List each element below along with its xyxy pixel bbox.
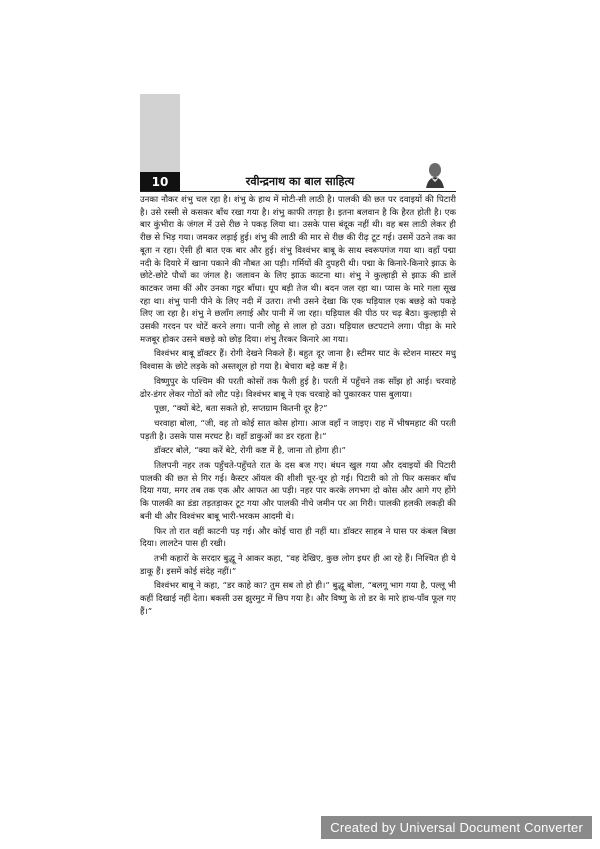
- paragraph: तिलपनी नहर तक पहुँचते-पहुँचते रात के दस बज गए। बंधन खुल गया और दवाइयों की पिटारी पालकी की छत से गिर गई। कैस्टर ऑयल की शीशी चूर-चूर हो गई। पिटारी को तो फिर कसकर बाँध दिया गया, मगर तब तक एक और आफत आ पड़ी। नहर पार करके लगभग दो कोस और आगे गए होंगे कि पालकी का डंडा तड़तड़ाकर टूट गया और पालकी नीचे जमीन पर आ गिरी। पालकी हलकी लकड़ी की बनी थी और विश्वंभर बाबू भारी-भरकम आदमी थे।: [140, 461, 456, 522]
- paragraph: तभी कहारों के सरदार बुद्धू ने आकर कहा, “वह देखिए, कुछ लोग इधर ही आ रहे हैं। निश्चित ही ये डाकू हैं। इसमें कोई संदेह नहीं।”: [140, 553, 456, 577]
- page-header: [140, 172, 456, 192]
- paragraph: पूछा, “क्यों बेटे, बता सकते हो, सप्तग्राम कितनी दूर है?”: [154, 404, 328, 415]
- page-corner-block: [140, 94, 180, 172]
- paragraph: डॉक्टर बोले, “क्या करें बेटे, रोगी कष्ट में है, जाना तो होगा ही।”: [154, 446, 346, 457]
- book-title: रवीन्द्रनाथ का बाल साहित्य: [245, 174, 355, 188]
- paragraph: विष्णुपुर के पश्चिम की परती कोसों तक फैली हुई है। परती में पहुँचने तक साँझ हो आई। चरवाहे ढोर-डंगर लेकर गोठों को लौट पड़े। विश्वंभर बाबू ने एक चरवाहे को पुकारकर पास बुलाया।: [140, 376, 456, 400]
- paragraph: उनका नौकर शंभु चल रहा है। शंभु के हाथ में मोटी-सी लाठी है। पालकी की छत पर दवाइयों की पिटारी है। उसे रस्सी से कसकर बाँध रखा गया है। शंभु काफी तगड़ा है। इतना बलवान है कि हैरत होती है। एक बार कुंभीरा के जंगल में उसे रीछ ने पकड़ लिया था। उसके पास बंदूक नहीं थी। वह बस लाठी लेकर ही रीछ से भिड़ गया। जमकर लड़ाई हुई। शंभु की लाठी की मार से रीछ की रीढ़ टूट गई। उसमें उठने तक का बूता न रहा। ऐसी ही बात एक बार और हुई। शंभु विश्वंभर बाबू के साथ स्वरूपगंज गया था। वहाँ पद्मा नदी के दियारे में खाना पकाने की नौबत आ पड़ी। गर्मियों की दुपहरी थी। पद्मा के किनारे-किनारे झाऊ के छोटे-छोटे पौधों का जंगल है। जलावन के लिए झाऊ काटना था। शंभु ने कुल्हाड़ी से झाऊ की डालें काटकर जमा कीं और उनका गट्ठर बाँधा। धूप बड़ी तेज थी। बदन जल रहा था। प्यास के मारे गला सूख रहा था। शंभु पानी पीने के लिए नदी में उतरा। तभी उसने देखा कि एक घड़ियाल एक बछड़े को पकड़े लिए जा रहा है। शंभु ने छलाँग लगाई और पानी में जा रहा। घड़ियाल की पीठ पर चढ़ बैठा। कुल्हाड़ी से उसकी गरदन पर चोटें करने लगा। पानी लोहू से लाल हो उठा। घड़ियाल छटपटाने लगा। पीड़ा के मारे मजबूर होकर उसने बछड़े को छोड़ दिया। शंभु तैरकर किनारे आ गया।: [140, 195, 456, 345]
- page-number: 10: [140, 172, 180, 191]
- body-text: [140, 194, 456, 621]
- converter-watermark: Created by Universal Document Converter: [321, 816, 592, 839]
- paragraph: विश्वंभर बाबू डॉक्टर हैं। रोगी देखने निकले हैं। बहुत दूर जाना है। स्टीमर घाट के स्टेशन मास्टर मधु विश्वास के छोटे लड़के को अस्तशूल हो गया है। बेचारा बड़े कष्ट में है।: [140, 349, 456, 373]
- paragraph: विश्वंभर बाबू ने कहा, “डर काहे का? तुम सब तो हो ही।” बुद्धू बोला, “बलगू भाग गया है, पल्लू भी कहीं दिखाई नहीं देता। बकसी उस झुरमुट में छिप गया है। और विष्णु के तो डर के मारे हाथ-पाँव फूल गए हैं।”: [140, 581, 456, 617]
- paragraph: चरवाहा बोला, “जी, वह तो कोई सात कोस होगा। आज वहाँ न जाइए। राह में भीषमहाट की परती पड़ती है। उसके पास मरघट है। वहाँ डाकुओं का डर रहता है।”: [140, 418, 456, 442]
- author-portrait-icon: [418, 158, 452, 192]
- paragraph: फिर तो रात वहीं काटनी पड़ गई। और कोई चारा ही नहीं था। डॉक्टर साहब ने घास पर कंबल बिछा दिया। लालटेन पास ही रखी।: [140, 526, 456, 550]
